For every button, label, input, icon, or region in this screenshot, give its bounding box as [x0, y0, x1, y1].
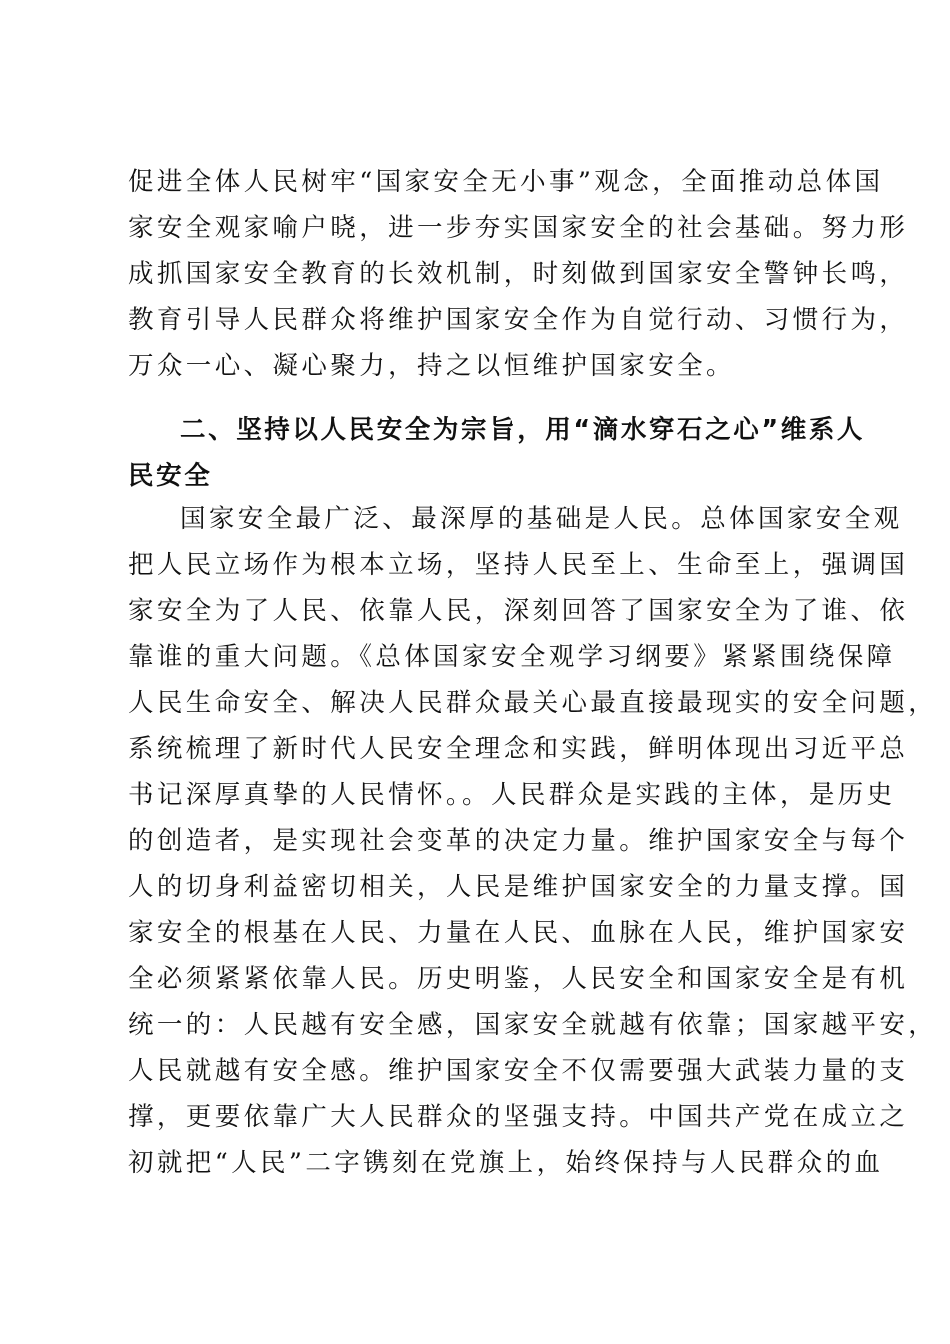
text-line: 国家安全最广泛、最深厚的基础是人民。总体国家安全观 — [180, 504, 903, 534]
text-line: 统一的：人民越有安全感，国家安全就越有依靠；国家越平安， — [128, 1010, 938, 1040]
text-line: 成抓国家安全教育的长效机制，时刻做到国家安全警钟长鸣， — [128, 259, 909, 289]
text-line: 的创造者，是实现社会变革的决定力量。维护国家安全与每个 — [128, 826, 909, 856]
text-line: 家安全观家喻户晓，进一步夯实国家安全的社会基础。努力形 — [128, 213, 909, 243]
text-line: 全必须紧紧依靠人民。历史明鉴，人民安全和国家安全是有机 — [128, 964, 909, 994]
text-line: 家安全的根基在人民、力量在人民、血脉在人民，维护国家安 — [128, 918, 909, 948]
heading-line: 二、坚持以人民安全为宗旨，用“滴水穿石之心”维系人 — [180, 415, 866, 445]
text-line: 书记深厚真挚的人民情怀。。人民群众是实践的主体，是历史 — [128, 780, 896, 810]
text-line: 初就把“人民”二字镌刻在党旗上，始终保持与人民群众的血 — [128, 1148, 884, 1178]
text-line: 系统梳理了新时代人民安全理念和实践，鲜明体现出习近平总 — [128, 734, 909, 764]
text-line: 万众一心、凝心聚力，持之以恒维护国家安全。 — [128, 351, 735, 381]
text-line: 把人民立场作为根本立场，坚持人民至上、生命至上，强调国 — [128, 550, 909, 580]
text-line: 教育引导人民群众将维护国家安全作为自觉行动、习惯行为， — [128, 305, 909, 335]
section-heading — [128, 407, 866, 499]
text-line: 人民就越有安全感。维护国家安全不仅需要强大武装力量的支 — [128, 1056, 909, 1086]
text-line: 促进全体人民树牢“国家安全无小事”观念，全面推动总体国 — [128, 167, 884, 197]
text-line: 人民生命安全、解决人民群众最关心最直接最现实的安全问题， — [128, 688, 938, 718]
text-line: 家安全为了人民、依靠人民，深刻回答了国家安全为了谁、依 — [128, 596, 909, 626]
text-line: 撑，更要依靠广大人民群众的坚强支持。中国共产党在成立之 — [128, 1102, 909, 1132]
text-line: 靠谁的重大问题。《总体国家安全观学习纲要》紧紧围绕保障 — [128, 642, 896, 672]
section-paragraph — [128, 496, 938, 1186]
text-line: 人的切身利益密切相关，人民是维护国家安全的力量支撑。国 — [128, 872, 909, 902]
heading-line: 民安全 — [128, 461, 213, 491]
paragraph-continuation — [128, 159, 909, 389]
